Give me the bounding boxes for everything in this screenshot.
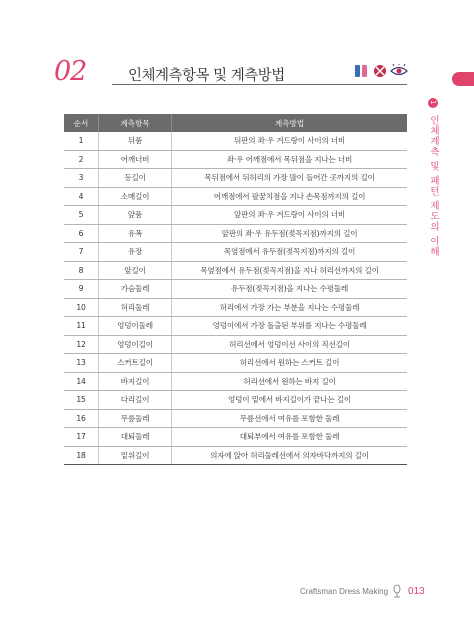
chapter-number: 02 <box>54 56 87 87</box>
cell-order: 5 <box>64 206 99 225</box>
cell-method: 무릎선에서 여유를 포함한 둘레 <box>172 409 408 428</box>
page-number: 013 <box>408 585 425 597</box>
table-header-row <box>64 114 407 132</box>
table-row <box>64 132 407 150</box>
eye-icon <box>390 64 408 78</box>
cell-method: 대퇴부에서 여유를 포함한 둘레 <box>172 428 408 447</box>
cell-item: 대퇴둘레 <box>99 428 172 447</box>
column-header-item: 계측항목 <box>99 114 172 132</box>
cell-order: 2 <box>64 150 99 169</box>
table-row <box>64 446 407 465</box>
cell-order: 8 <box>64 261 99 280</box>
table-row <box>64 224 407 243</box>
cell-order: 12 <box>64 335 99 354</box>
cell-order: 3 <box>64 169 99 188</box>
side-tab-marker <box>452 72 474 86</box>
table-row <box>64 354 407 373</box>
cell-method: 앞판의 좌·우 겨드랑이 사이의 너비 <box>172 206 408 225</box>
table-row <box>64 298 407 317</box>
table-row <box>64 280 407 299</box>
cell-item: 무릎둘레 <box>99 409 172 428</box>
cell-order: 14 <box>64 372 99 391</box>
table-row <box>64 335 407 354</box>
cell-order: 16 <box>64 409 99 428</box>
cell-method: 유두점(젖꼭지점)을 지나는 수평둘레 <box>172 280 408 299</box>
measurement-table <box>64 114 407 465</box>
column-header-order: 순서 <box>64 114 99 132</box>
decorative-icon-row <box>354 64 408 78</box>
cell-item: 허리둘레 <box>99 298 172 317</box>
cell-item: 엉덩이길이 <box>99 335 172 354</box>
cell-item: 유장 <box>99 243 172 262</box>
cell-method: 목옆점에서 유두점(젖꼭지점)을 지나 허리선까지의 길이 <box>172 261 408 280</box>
page-title: 인체계측항목 및 계측방법 <box>128 68 285 84</box>
cell-method: 뒤판의 좌·우 겨드랑이 사이의 너비 <box>172 132 408 150</box>
cell-item: 밑위길이 <box>99 446 172 465</box>
table-row <box>64 409 407 428</box>
cell-order: 7 <box>64 243 99 262</box>
cell-method: 엉덩이에서 가장 돌출된 부위를 지나는 수평둘레 <box>172 317 408 336</box>
side-chapter-badge: 1 <box>428 98 438 108</box>
cell-item: 스커트길이 <box>99 354 172 373</box>
cell-item: 뒤품 <box>99 132 172 150</box>
cell-order: 10 <box>64 298 99 317</box>
footer-text: Craftsman Dress Making <box>300 586 389 596</box>
cell-order: 17 <box>64 428 99 447</box>
table-row <box>64 391 407 410</box>
cell-method: 의자에 앉아 허리둘레선에서 의자바닥까지의 길이 <box>172 446 408 465</box>
cell-item: 유폭 <box>99 224 172 243</box>
table-row <box>64 150 407 169</box>
cell-order: 4 <box>64 187 99 206</box>
cell-order: 18 <box>64 446 99 465</box>
table-row <box>64 187 407 206</box>
cell-method: 목옆점에서 유두점(젖꼭지점)까지의 길이 <box>172 243 408 262</box>
cell-method: 허리선에서 엉덩이선 사이의 직선길이 <box>172 335 408 354</box>
page-footer <box>300 584 425 598</box>
pin-cushion-icon <box>373 64 387 78</box>
table-row <box>64 317 407 336</box>
side-chapter-label <box>426 98 440 257</box>
side-chapter-text: 인체계측 및 패턴 제도의 이해 <box>428 115 439 258</box>
cell-item: 등길이 <box>99 169 172 188</box>
header-rule <box>112 84 407 85</box>
cell-order: 11 <box>64 317 99 336</box>
mannequin-icon <box>391 584 403 598</box>
cell-order: 6 <box>64 224 99 243</box>
cell-method: 허리선에서 원하는 스커트 길이 <box>172 354 408 373</box>
cell-method: 앞판의 좌·우 유두점(젖꼭지점)까지의 길이 <box>172 224 408 243</box>
cell-item: 어깨너비 <box>99 150 172 169</box>
cell-method: 목뒤점에서 뒤허리의 가장 많이 들어간 곳까지의 길이 <box>172 169 408 188</box>
cell-method: 허리선에서 원하는 바지 길이 <box>172 372 408 391</box>
table-row <box>64 372 407 391</box>
cell-item: 소매길이 <box>99 187 172 206</box>
cell-method: 엉덩이 밑에서 바지길이가 끝나는 길이 <box>172 391 408 410</box>
cell-method: 허리에서 가장 가는 부분을 지나는 수평둘레 <box>172 298 408 317</box>
cell-order: 15 <box>64 391 99 410</box>
cell-order: 1 <box>64 132 99 150</box>
table-row <box>64 169 407 188</box>
cell-item: 가슴둘레 <box>99 280 172 299</box>
cell-item: 앞길이 <box>99 261 172 280</box>
table-body <box>64 132 407 465</box>
cell-method: 좌·우 어깨점에서 목뒤점을 지나는 너비 <box>172 150 408 169</box>
cell-item: 다리길이 <box>99 391 172 410</box>
table-row <box>64 428 407 447</box>
cell-item: 엉덩이둘레 <box>99 317 172 336</box>
cell-order: 13 <box>64 354 99 373</box>
cell-item: 바지길이 <box>99 372 172 391</box>
cell-item: 앞품 <box>99 206 172 225</box>
cell-method: 어깨점에서 팔꿈치점을 지나 손목점까지의 길이 <box>172 187 408 206</box>
column-header-method: 계측방법 <box>172 114 408 132</box>
table-row <box>64 261 407 280</box>
thread-spool-icon <box>354 64 370 78</box>
cell-order: 9 <box>64 280 99 299</box>
table-row <box>64 206 407 225</box>
table-row <box>64 243 407 262</box>
